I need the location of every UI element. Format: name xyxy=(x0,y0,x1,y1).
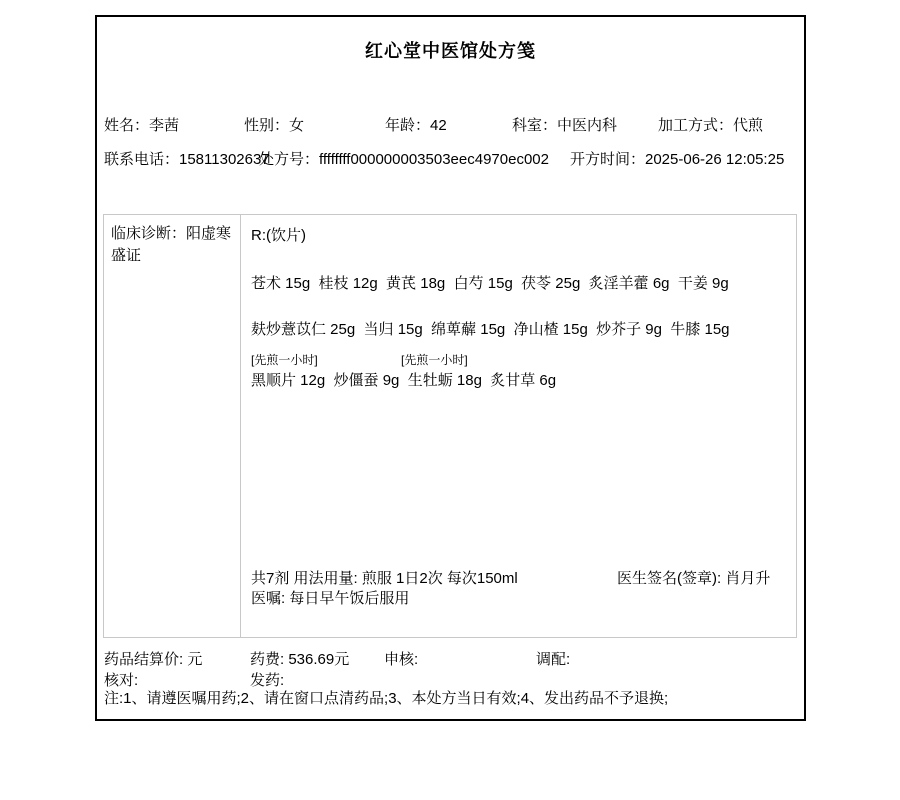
page-title: 红心堂中医馆处方笺 xyxy=(365,41,536,61)
patient-name: 姓名：李茜 xyxy=(104,117,180,134)
rx-cell xyxy=(241,215,796,637)
patient-age: 年龄：42 xyxy=(385,117,447,134)
patient-gender: 性别：女 xyxy=(244,117,305,134)
prescription-number: 处方号：ffffffff000000003503eec4970ec002 xyxy=(259,151,549,168)
fee-field: 药费: 536.69元 xyxy=(250,651,350,668)
issue-time: 开方时间：2025-06-26 12:05:25 xyxy=(570,151,785,168)
settle-price-field: 药品结算价: 元 xyxy=(104,651,203,668)
instruction-line: 医嘱: 每日早午饭后服用 xyxy=(251,590,410,607)
decoction-note-2: [先煎一小时] xyxy=(401,353,468,367)
herb-line-3: 黑顺片 12g 炒僵蚕 9g 生牡蛎 18g 炙甘草 6g xyxy=(251,372,557,389)
rx-header: R:(饮片) xyxy=(251,227,306,244)
department: 科室：中医内科 xyxy=(512,117,618,134)
review-field: 申核: xyxy=(384,651,419,668)
check-field: 核对: xyxy=(104,672,139,689)
prescription-body xyxy=(103,214,797,638)
diagnosis-cell: 临床诊断：阳虚寒盛证 xyxy=(104,215,241,637)
decoction-note-1: [先煎一小时] xyxy=(251,353,318,367)
dispense-field: 调配: xyxy=(536,651,571,668)
processing-method: 加工方式：代煎 xyxy=(658,117,764,134)
contact-phone: 联系电话：15811302637 xyxy=(104,151,270,168)
herb-line-1: 苍术 15g 桂枝 12g 黄芪 18g 白芍 15g 茯苓 25g 炙淫羊藿 6g 干姜 9g xyxy=(251,275,729,292)
prescription-sheet xyxy=(95,15,806,721)
doctor-signature: 医生签名(签章): 肖月升 xyxy=(617,570,771,587)
notice-line: 注:1、请遵医嘱用药;2、请在窗口点清药品;3、本处方当日有效;4、发出药品不予退换; xyxy=(104,690,669,707)
herb-line-2: 麸炒薏苡仁 25g 当归 15g 绵萆薢 15g 净山楂 15g 炒芥子 9g 牛膝 15g xyxy=(251,321,730,338)
issue-field: 发药: xyxy=(250,672,285,689)
usage-line: 共7剂 用法用量: 煎服 1日2次 每次150ml xyxy=(251,570,518,587)
